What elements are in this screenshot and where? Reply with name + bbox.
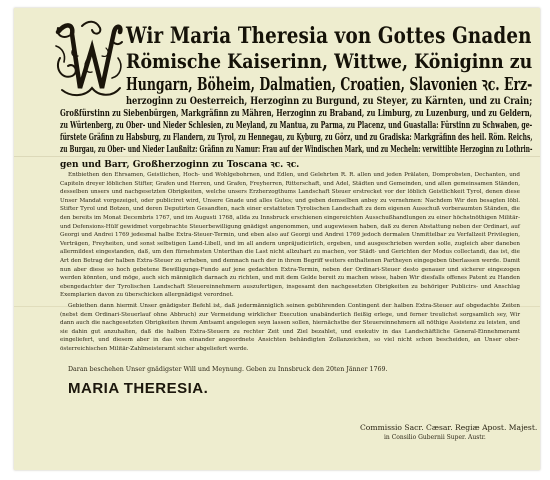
heading-line-1: Wir Maria Theresia von Gottes Gnaden [126,23,532,49]
date-line: Daran beschehen Unser gnädigster Will und Meynung. Geben zu Innsbruck den 20ten Jänner 1769. [68,366,388,373]
title-line: gen und Barr, Großherzoginn zu Toscana ꝛc. ꝛc. [60,160,300,170]
signature: MARIA THERESIA. [68,380,209,397]
heading-line-4: herzoginn zu Oesterreich, Herzoginn zu Burgund, zu Steyer, zu Kärnten, und zu Crain; [126,95,533,107]
title-line: zu Burgau, zu Ober- und Nieder Laußnitz: Gräfinn zu Namur: Frau auf der Windischen Mark, und zu Mecheln: verwittibte Herzoginn zu Lothrin- [60,145,533,155]
title-line: Großfürstinn zu Siebenbürgen, Markgräfinn zu Mähren, Herzoginn zu Braband, zu Limburg, zu Luzenburg, und zu Geldern, [60,109,532,119]
title-line: zu Würtenberg, zu Ober- und Nieder Schlesien, zu Meyland, zu Mantua, zu Parma, zu Placenz, und Guastalla: Fürstinn zu Schwaben, ge- [60,121,533,131]
commission-line: Commissio Sacr. Cæsar. Regiæ Apost. Majest. [360,423,538,432]
ornamental-initial-w [52,18,124,100]
heading-line-2: Römische Kaiserinn, Wittwe, Königinn zu [126,49,533,73]
decree-sheet [14,8,540,470]
body-paragraph-2: Gebiethen dann hiermit Unser gnädigster Befehl ist, daß jedermänniglich seinen gebührenden Contingent der halben Extra-Steuer auf obgedachte Zeiten (nebst dem Ordinari-Steuerlauf ohne Abbruch) zur Vermeidung wirklicher Execution unabänderlich fleißig erlege, und ferner treulichst sorgsamlich sey, Wir dann auch die nachgesetzten Obrigkeiten ihrem Amtsamt angelegen seyn lassen sollen, hiernächstbe der Steuereinnehmern all nöthige Assistenz zu leisten, und sie dahin gut anzuhalten, daß die halben Extra-Steuern zu rechter Zeit und Ziel bezahlet, und exekutiv in das Landschäftliche General-Einnehmeramt eingeliefert, und diesem aber in das von einander angeordnete Ansichten behändigten Zollanzeichen, so viel nicht schon bescheiden, an Unser ober-österreichischen Militär-Zahlmeisteramt sicher abgeliefert werde. [60,303,520,352]
body-paragraph-1: Entbiethen den Ehrsamen, Geistlichen, Hoch- und Wohlgebohrnen, und Edlen, und Gelehrten R. R. allen und jeden Prälaten, Domprobsten, Dechanten, und Capiteln dreyer löblichen Stifter, Grafen und Herren, und Grafen, Freyherren, Ritterschaft, und Adel, Städten und Gemeinden, und allen gemeinsamen Ständen, desselben unsers und nachgesetzten Obrigkeiten, welche unsers Erzherzogthums Landschaft Steuer erstrecket vor der löblich Geistlichkeit Tyrol, denen diese Unser Mandat vorgezeiget, oder publiciret wird, Unsere Gnade und alles Gutes; und geben demselben anbey zu vernehmen: Nachdem Wir den besagten löbl. Stifter Tyrol und Botzen, und deren Deputirten Gesandten, nach einer erstatteten Tyrolischen Landschaft zu dem eigenen Ausschuß vorberaumten Ständen, die den bereits im Monat Decembris 1767, und im Augusti 1768, allda zu Innsbruck erschienen eingereichten Ausschußhandlungen zu einer höchstnöthigen Militär- und Defensions-Hülf gewidmet vorgebrachte Steuerbewilligung gnädigst angenommen, und augewiesen haben, daß zu deren Abstattung neben der Ordinari, auf Georgi und Andrei 1769 jedesmal halbe Extra-Steuer-Termin, und eben also auf Georgi und Andrei 1769 jedoch dermalen Unmittelbar zu Verfallzeit Privilegien, Verträgen, Freyheiten, und sonst selbstigen Land-Libell, und im all andern unpräjudicirlich, ergeben, und ausgeschrieben werden solle, zugleich aber daneben allermildest eingestanden, daß, um den fürnehmsten Unterthan die Last nicht allzuhart zu machen, vor Städt- und Gerichten der Modus collectandi, das ist, die Art den Betrag der halben Extra-Steuer zu erheben, und demnach nach der in ihrem Begriff weiters enthaltenen Partheyen eingegeben überlassen werde. Damit nun aber diese so hoch gebetene Bewilligungs-Fundo auf jene gedachten Extra-Termin, neben der Ordinari-Steuer desto genauer und sicherer eingezogen werden könnten, und möge, auch sich männiglich darnach zu richten, und mit dem Gelde bereit zu machen wisse, haben Wir diesfalls offenes Patent zu Handen ebengedachter der Tyrolischen Landschaft Steuereinnehmern auszufertigen, insgesamt den nachgesetzten Obrigkeiten zu behöriger Publicirs- und Anschlag Exemplarien davon zu überschicken allergnädigst verordnet. [60,172,520,299]
council-line: in Consilio Gubernii Super. Austr. [384,434,486,441]
heading-line-3: Hungarn, Böheim, Dalmatien, Croatien, Slavonien ꝛc. Erz- [126,74,533,95]
title-line: fürstete Gräfinn zu Habsburg, zu Flandern, zu Tyrol, zu Hennegau, zu Kyburg, zu Görz, und zu Gradiska: Markgräfinn des heil. Röm. Reichs, [60,133,533,143]
